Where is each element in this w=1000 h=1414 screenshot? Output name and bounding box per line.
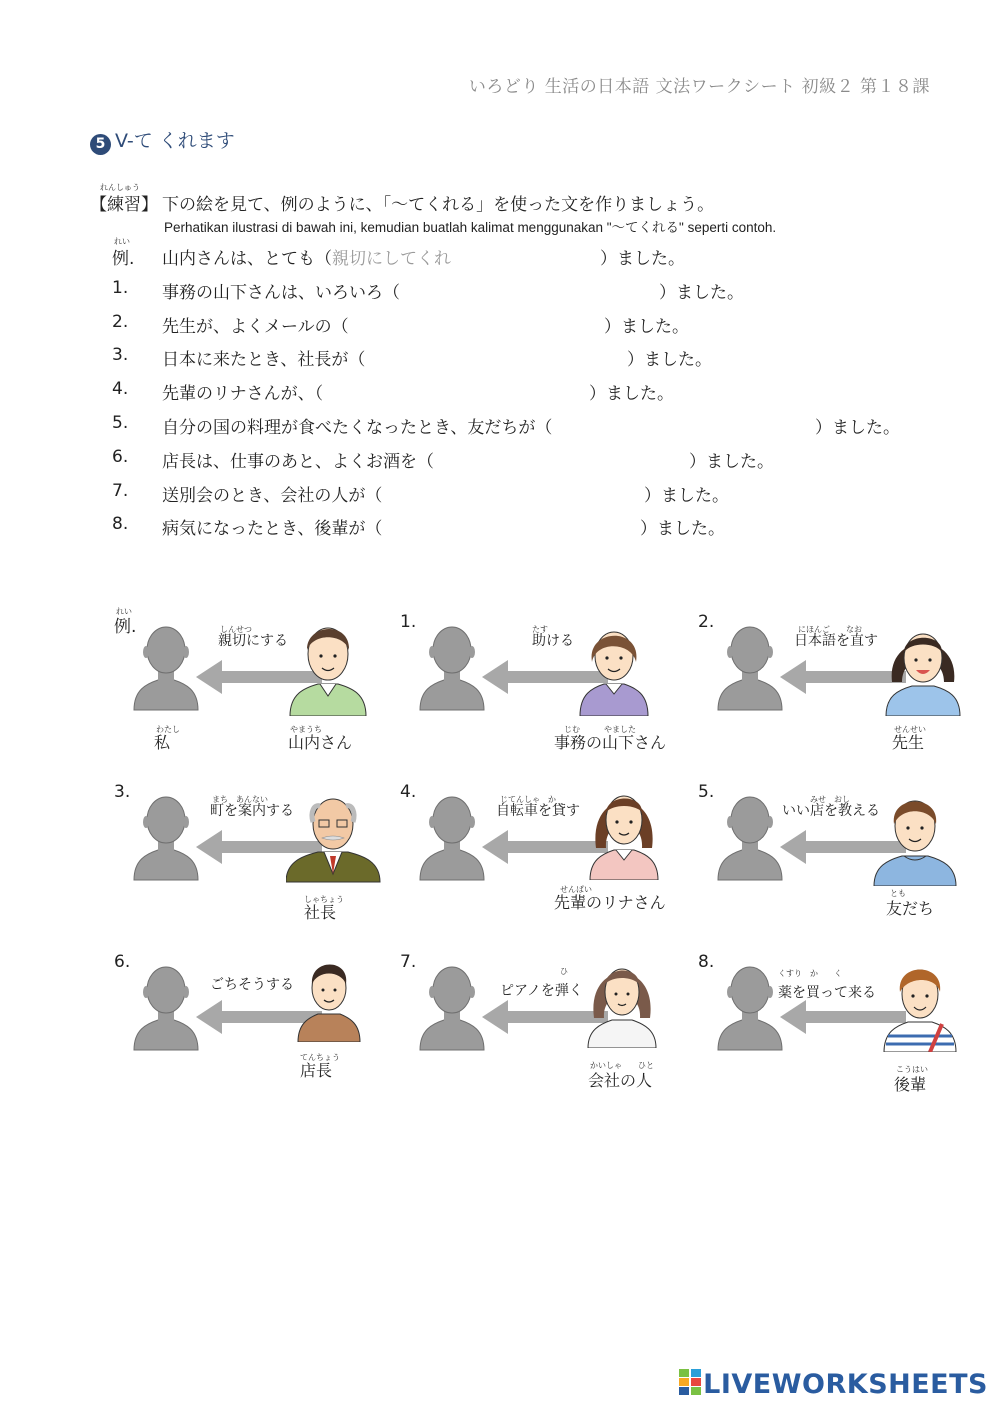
action-furigana: くすり か く (778, 969, 842, 978)
yamauchi-illustration (288, 612, 368, 716)
item-text: 送別会のとき、会社の人が（ (162, 486, 383, 506)
item-close: ）ました。 (659, 283, 744, 303)
scene-6 (114, 952, 404, 1122)
person-furigana: じむ やました (564, 725, 636, 734)
action-label: いい店を教える (782, 803, 880, 819)
action-label: 親切にする (218, 633, 288, 649)
action-furigana: にほんご なお (798, 625, 862, 634)
item-text: 先輩のリナさんが、（ (162, 384, 324, 404)
item-close: ）ました。 (589, 384, 674, 404)
item-close: ）ました。 (689, 452, 774, 472)
logo-mark-icon (679, 1369, 701, 1395)
item-text: 山内さんは、とても（親切にしてくれ (162, 249, 451, 269)
item-close: ）ました。 (604, 317, 689, 337)
yamashita-illustration (574, 612, 654, 716)
section-title (90, 126, 235, 155)
scene-number: 5. (698, 782, 715, 802)
liveworksheets-logo (679, 1369, 988, 1400)
shacho-illustration (286, 782, 382, 886)
person-name: 先輩のリナさん (554, 893, 666, 912)
person-furigana: せんせい (894, 725, 926, 734)
item-text: 店長は、仕事のあと、よくお酒を（ (162, 452, 434, 472)
action-furigana: しんせつ (220, 625, 252, 634)
person-name: 社長 (304, 903, 337, 922)
item-text: 日本に来たとき、社長が（ (162, 350, 366, 370)
item-close: ）ました。 (627, 350, 712, 370)
kohai-illustration (880, 952, 960, 1052)
me-label: 私 (154, 733, 171, 752)
person-furigana: しゃちょう (304, 895, 344, 904)
scene-7 (400, 952, 690, 1122)
section-number-badge: 5 (90, 134, 111, 155)
kaisha-no-hito-illustration (582, 952, 662, 1048)
scene-num-furigana: れい (116, 607, 132, 616)
sensei-illustration (882, 612, 966, 716)
scene-4 (400, 782, 690, 952)
action-label: 薬を買って来る (778, 985, 876, 1001)
scene-example (114, 607, 404, 782)
item-number: 2. (112, 312, 129, 332)
scene-number: 8. (698, 952, 715, 972)
item-text: 自分の国の料理が食べたくなったとき、友だちが（ (162, 418, 553, 438)
item-number: 6. (112, 447, 129, 467)
item-close: ）ました。 (600, 249, 685, 269)
item-close: ）ました。 (640, 519, 725, 539)
item-text: 病気になったとき、後輩が（ (162, 519, 383, 539)
person-name: 会社の人 (588, 1071, 653, 1090)
action-furigana: まち あんない (212, 795, 268, 804)
item-close: ）ました。 (644, 486, 729, 506)
action-label: ごちそうする (210, 977, 294, 993)
tencho-illustration (294, 952, 366, 1042)
section-title-text: V-て くれます (115, 130, 235, 152)
rina-illustration (584, 776, 664, 880)
person-name: 後輩 (894, 1075, 927, 1094)
action-label: 日本語を直す (794, 633, 878, 649)
instruction-japanese: 下の絵を見て、例のように、「～てくれる」を使った文を作りましょう。 (162, 195, 715, 215)
item-text: 事務の山下さんは、いろいろ（ (162, 283, 400, 303)
item-number: 3. (112, 345, 129, 365)
scene-5 (698, 782, 988, 952)
person-furigana: とも (890, 889, 906, 898)
person-furigana: かいしゃ ひと (590, 1061, 654, 1070)
example-answer: 親切にしてくれ (332, 249, 451, 269)
item-number: 1. (112, 278, 129, 298)
item-number: 7. (112, 481, 129, 501)
worksheet-header: いろどり 生活の日本語 文法ワークシート 初級２ 第１８課 (468, 77, 930, 97)
action-furigana: みせ おし (810, 795, 850, 804)
person-furigana: せんぱい (560, 885, 592, 894)
scene-number: 2. (698, 612, 715, 632)
person-name: 先生 (892, 733, 925, 752)
tomodachi-illustration (872, 782, 960, 886)
practice-label-furigana: れんしゅう (100, 183, 140, 192)
item-number: 4. (112, 379, 129, 399)
scene-8 (698, 952, 988, 1122)
item-number: 5. (112, 413, 129, 433)
scene-number: 6. (114, 952, 131, 972)
scene-2 (698, 612, 988, 782)
scene-1 (400, 612, 690, 782)
action-furigana: たす (532, 625, 548, 634)
person-name: 友だち (886, 899, 935, 918)
person-furigana: こうはい (896, 1065, 928, 1074)
instruction-indonesian: Perhatikan ilustrasi di bawah ini, kemudian buatlah kalimat menggunakan "～てくれる" seperti contoh. (164, 220, 777, 235)
action-furigana: ひ (560, 967, 568, 976)
scene-number: 1. (400, 612, 417, 632)
person-name: 店長 (300, 1061, 333, 1080)
me-label-furigana: わたし (156, 725, 180, 734)
logo-text: LIVEWORKSHEETS (703, 1369, 988, 1400)
action-label: 自転車を貸す (496, 803, 580, 819)
scene-number: 7. (400, 952, 417, 972)
practice-label: 【練習】 (90, 195, 158, 215)
scene-number: 例. (114, 617, 137, 637)
action-label: 助ける (532, 633, 574, 649)
item-close: ）ました。 (815, 418, 900, 438)
scene-3 (114, 782, 404, 952)
action-label: ピアノを弾く (500, 983, 583, 999)
person-name: 山内さん (288, 733, 353, 752)
scene-number: 4. (400, 782, 417, 802)
item-number: 8. (112, 514, 129, 534)
person-name: 事務の山下さん (554, 733, 667, 752)
person-furigana: やまうち (290, 725, 322, 734)
action-label: 町を案内する (210, 803, 294, 819)
person-furigana: てんちょう (300, 1053, 340, 1062)
action-furigana: じてんしゃ か (500, 795, 556, 804)
item-number: 例. (112, 249, 135, 269)
item-text: 先生が、よくメールの（ (162, 317, 349, 337)
scene-number: 3. (114, 782, 131, 802)
example-num-furigana: れい (114, 237, 130, 246)
